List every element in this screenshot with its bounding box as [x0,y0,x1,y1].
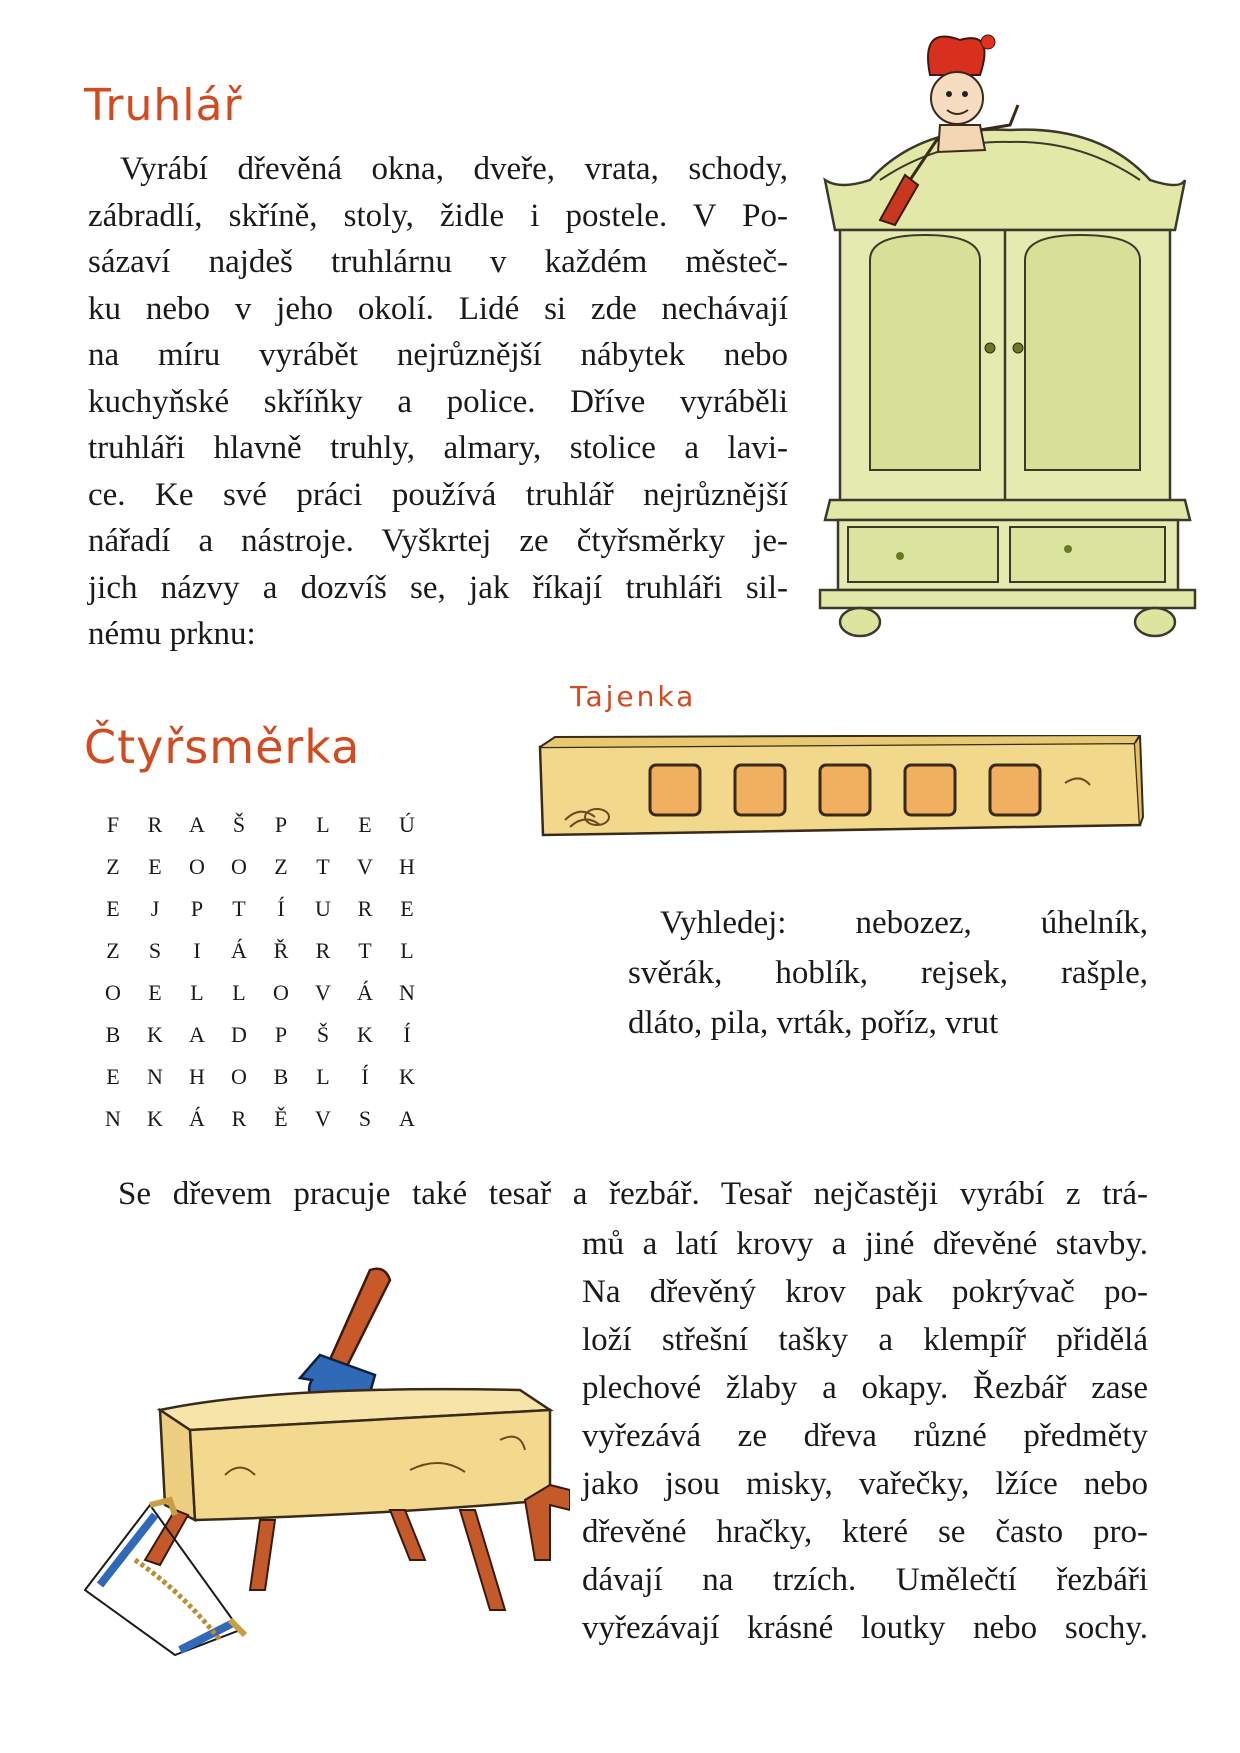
grid-row [92,812,428,854]
tajenka-box [735,765,785,815]
grid-cell: J [150,896,160,921]
grid-cell: T [232,896,246,921]
intro-line: ce. Ke své práci používá truhlář nejrůznější [88,476,788,513]
bottom-line: Na dřevěný krov pak pokrývač po- [582,1274,1148,1310]
bottom-line: loží střešní tašky a klempíř přidělá [582,1322,1148,1358]
grid-cell: Í [277,896,285,921]
bottom-line: mů a latí krovy a jiné dřevěné stavby. [582,1226,1148,1262]
heading-truhlar: Truhlář [84,80,243,131]
grid-cell: K [147,1106,163,1131]
grid-cell: V [315,980,331,1005]
find-line: dláto, pila, vrták, poříz, vrut [628,1005,999,1041]
grid-cell: Š [316,1022,330,1047]
bottom-line: vyřezává ze dřeva různé předměty [582,1418,1148,1454]
intro-line: kuchyňské skříňky a police. Dříve vyráběli [88,383,788,420]
grid-cell: L [232,980,246,1005]
grid-cell: A [189,812,205,837]
intro-paragraph [88,146,788,658]
grid-cell: K [147,1022,163,1047]
grid-cell: O [273,980,289,1005]
grid-cell: P [274,812,288,837]
workbench-illustration [80,1260,570,1660]
grid-cell: O [189,854,205,879]
grid-cell: A [399,1106,415,1131]
grid-cell: I [193,938,201,963]
intro-line: jich názvy a dozvíš se, jak říkají truhláři sil- [88,569,788,606]
grid-cell: Ě [274,1106,288,1131]
intro-line: truhláři hlavně truhly, almary, stolice a lavi- [88,430,788,466]
grid-cell: Á [231,938,247,963]
intro-line: ku nebo v jeho okolí. Lidé si zde nechávají [88,290,788,327]
grid-cell: R [147,812,163,837]
grid-cell: H [399,854,415,879]
grid-cell: O [231,1064,247,1089]
grid-cell: T [316,854,330,879]
grid-cell: V [315,1106,331,1131]
bow-saw [85,1500,245,1655]
tajenka-box [990,765,1040,815]
tajenka-box [820,765,870,815]
grid-cell: E [400,896,414,921]
grid-row [92,854,428,896]
bottom-line: vyřezávají krásné loutky nebo sochy. [582,1610,1148,1646]
grid-cell: U [315,896,331,921]
grid-cell: Á [357,980,373,1005]
wardrobe-illustration [810,30,1200,640]
find-line: svěrák, hoblík, rejsek, rašple, [628,955,1148,991]
grid-row [92,1106,428,1148]
heading-ctyrsmerka: Čtyřsměrka [84,720,361,774]
tajenka-box [650,765,700,815]
grid-cell: O [231,854,247,879]
grid-cell: R [231,1106,247,1131]
grid-cell: L [190,980,204,1005]
grid-cell: B [273,1064,289,1089]
grid-cell: N [105,1106,121,1131]
grid-cell: Z [274,854,288,879]
grid-cell: V [357,854,373,879]
grid-cell: E [106,896,120,921]
grid-cell: T [358,938,372,963]
grid-cell: L [316,1064,330,1089]
grid-cell: F [106,812,120,837]
grid-cell: H [189,1064,205,1089]
intro-line: nému prknu: [88,616,256,652]
grid-row [92,1022,428,1064]
grid-cell: D [231,1022,247,1047]
bottom-line: jako jsou misky, vařečky, lžíce nebo [582,1466,1148,1502]
grid-cell: Z [106,938,120,963]
grid-cell: A [189,1022,205,1047]
grid-row [92,980,428,1022]
intro-line: na míru vyrábět nejrůznější nábytek nebo [88,337,788,373]
grid-cell: N [399,980,415,1005]
grid-cell: O [105,980,121,1005]
word-search-grid [92,812,428,1148]
bottom-line: plechové žlaby a okapy. Řezbář zase [582,1370,1148,1406]
grid-cell: K [357,1022,373,1047]
intro-line: Vyrábí dřevěná okna, dveře, vrata, schody, [120,151,788,187]
grid-cell: E [358,812,372,837]
grid-cell: P [190,896,204,921]
grid-cell: N [147,1064,163,1089]
grid-cell: Á [189,1106,205,1131]
grid-cell: E [148,980,162,1005]
bottom-line: dřevěné hračky, které se často pro- [582,1514,1148,1550]
find-line: Vyhledej: nebozez, úhelník, [660,905,1148,941]
intro-line: sázaví najdeš truhlárnu v každém městeč- [88,244,788,280]
grid-cell: E [106,1064,120,1089]
grid-cell: L [400,938,414,963]
bottom-first-line: Se dřevem pracuje také tesař a řezbář. Tesař nejčastěji vyrábí z trá- [118,1176,1148,1212]
grid-cell: R [315,938,331,963]
grid-row [92,896,428,938]
grid-cell: K [399,1064,415,1089]
find-words-paragraph [628,898,1148,1048]
intro-line: nářadí a nástroje. Vyškrtej ze čtyřsměrky je- [88,523,788,559]
grid-cell: Z [106,854,120,879]
grid-cell: E [148,854,162,879]
grid-row [92,1064,428,1106]
bottom-paragraph [582,1220,1148,1652]
tajenka-box [905,765,955,815]
grid-cell: Í [403,1022,411,1047]
grid-cell: B [105,1022,121,1047]
intro-line: zábradlí, skříně, stoly, židle i postele. V Po- [88,197,788,234]
heading-tajenka: Tajenka [570,680,697,713]
bottom-line: dávají na trzích. Umělečtí řezbáři [582,1562,1148,1598]
grid-cell: S [148,938,162,963]
grid-row [92,938,428,980]
grid-cell: P [274,1022,288,1047]
grid-cell: Ř [273,938,289,963]
grid-cell: R [357,896,373,921]
grid-cell: L [316,812,330,837]
grid-cell: Í [361,1064,369,1089]
grid-cell: Š [232,812,246,837]
tajenka-plank [535,735,1145,845]
grid-cell: S [358,1106,372,1131]
grid-cell: Ú [399,812,415,837]
